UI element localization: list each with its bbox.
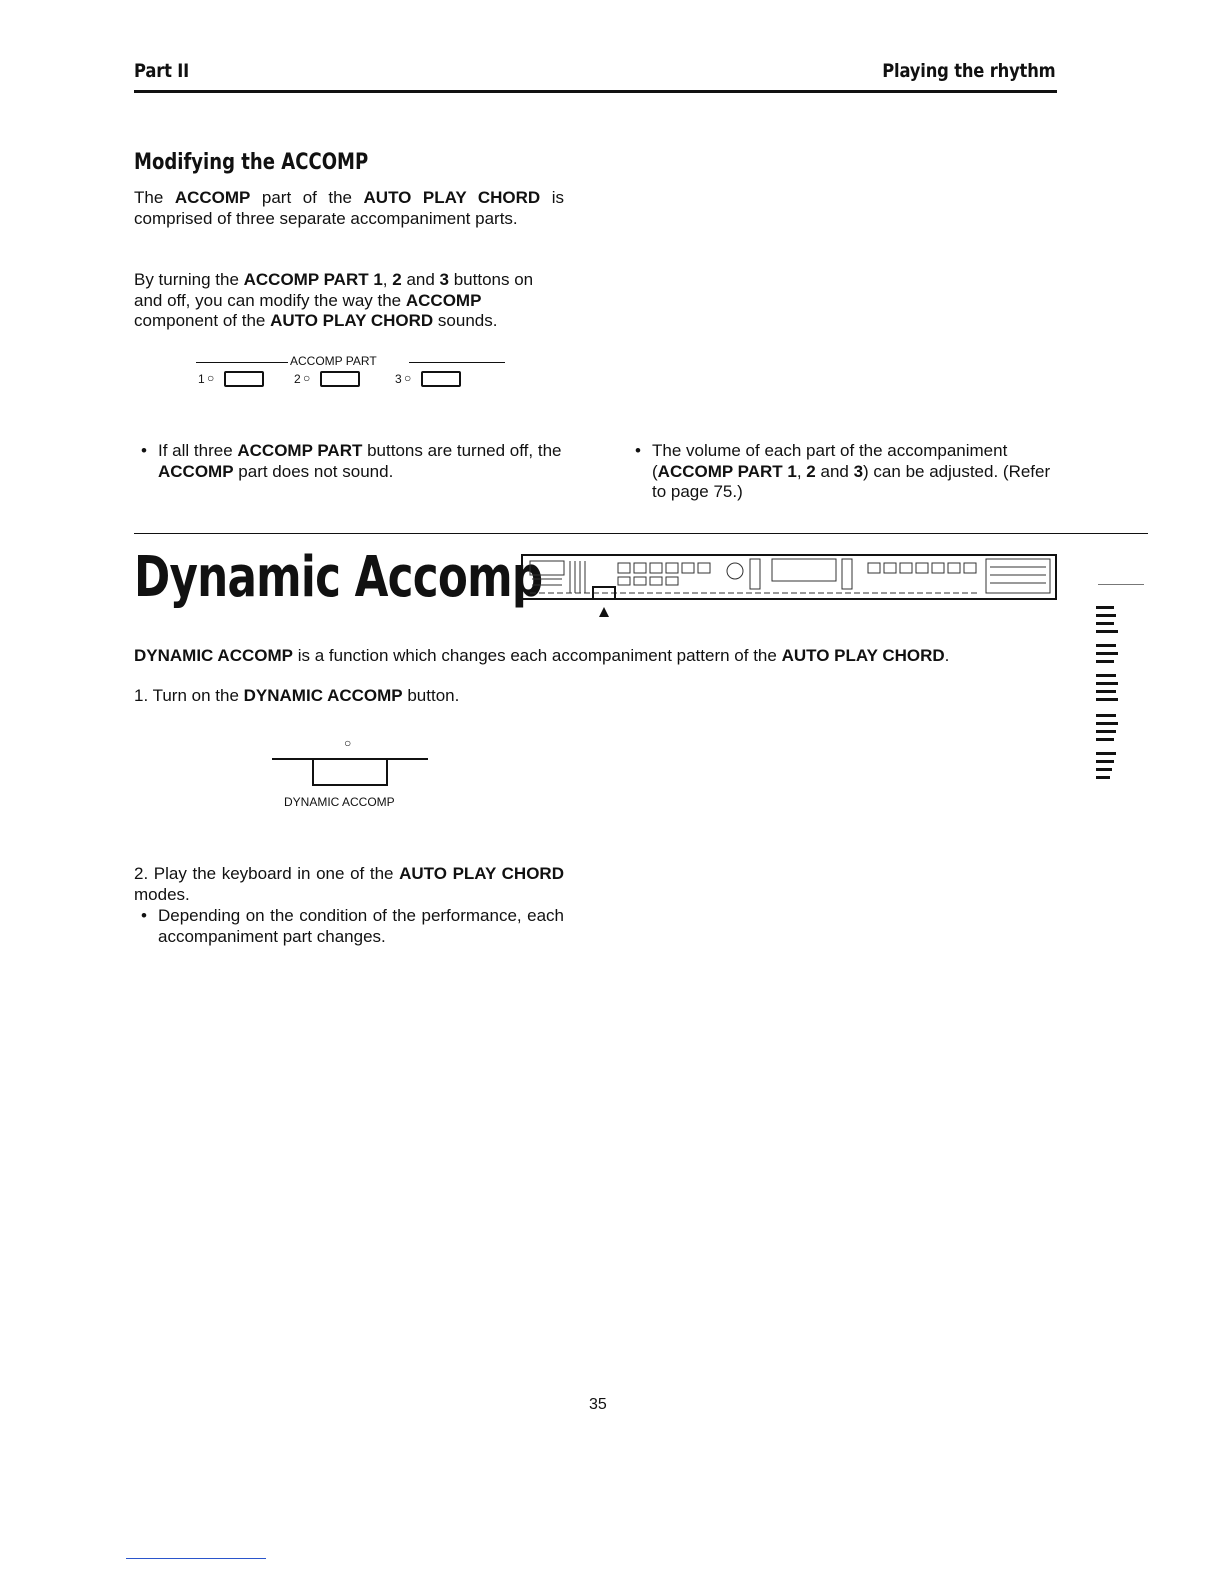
part-3-number: 3 [395,372,402,386]
dynamic-accomp-button-diagram [272,736,432,816]
header-section-title: Playing the rhythm [882,60,1056,82]
paragraph-accomp-intro: The ACCOMP part of the AUTO PLAY CHORD is comprised of three separate accompaniment parts. [134,188,565,228]
part-1-number: 1 [198,372,205,386]
indicator-led: ○ [344,736,352,750]
dynamic-accomp-button-label: DYNAMIC ACCOMP [284,795,395,809]
step-2: 2. Play the keyboard in one of the AUTO PLAY CHORD modes. [134,864,564,904]
accomp-part-3-button[interactable] [421,371,461,387]
accomp-part-diagram: ACCOMP PART 1 ○ 2 ○ 3 ○ [196,352,526,392]
bullet-performance-condition: • Depending on the condition of the performance, each accompaniment part changes. [141,906,564,946]
section-divider [134,533,1148,534]
part-2-number: 2 [294,372,301,386]
keyboard-panel-illustration [520,553,1060,619]
dynamic-accomp-title: Dynamic Accomp [134,545,543,610]
step-1: 1. Turn on the DYNAMIC ACCOMP button. [134,686,460,705]
accomp-part-label: ACCOMP PART [290,354,377,368]
bullet-volume: • The volume of each part of the accompaniment (ACCOMP PART 1, 2 and 3) can be adjusted. (Refer to page 75.) [635,441,1051,501]
bullet-all-parts-off: • If all three ACCOMP PART buttons are turned off, the ACCOMP part does not sound. [141,441,562,481]
accomp-part-2-button[interactable] [320,371,360,387]
header-rule [134,90,1057,93]
page-number: 35 [589,1396,607,1413]
accomp-part-1-button[interactable] [224,371,264,387]
header-part: Part II [134,60,190,82]
dynamic-accomp-button[interactable] [312,758,388,786]
paragraph-accomp-parts: By turning the ACCOMP PART 1, 2 and 3 buttons on and off, you can modify the way the ACCOMP component of the AUTO PLAY CHORD sounds. [134,270,534,330]
thumb-index-marks [1094,604,1128,784]
dynamic-accomp-intro: DYNAMIC ACCOMP is a function which changes each accompaniment pattern of the AUTO PLAY CHORD. [134,646,950,665]
section-title: Modifying the ACCOMP [134,150,369,175]
